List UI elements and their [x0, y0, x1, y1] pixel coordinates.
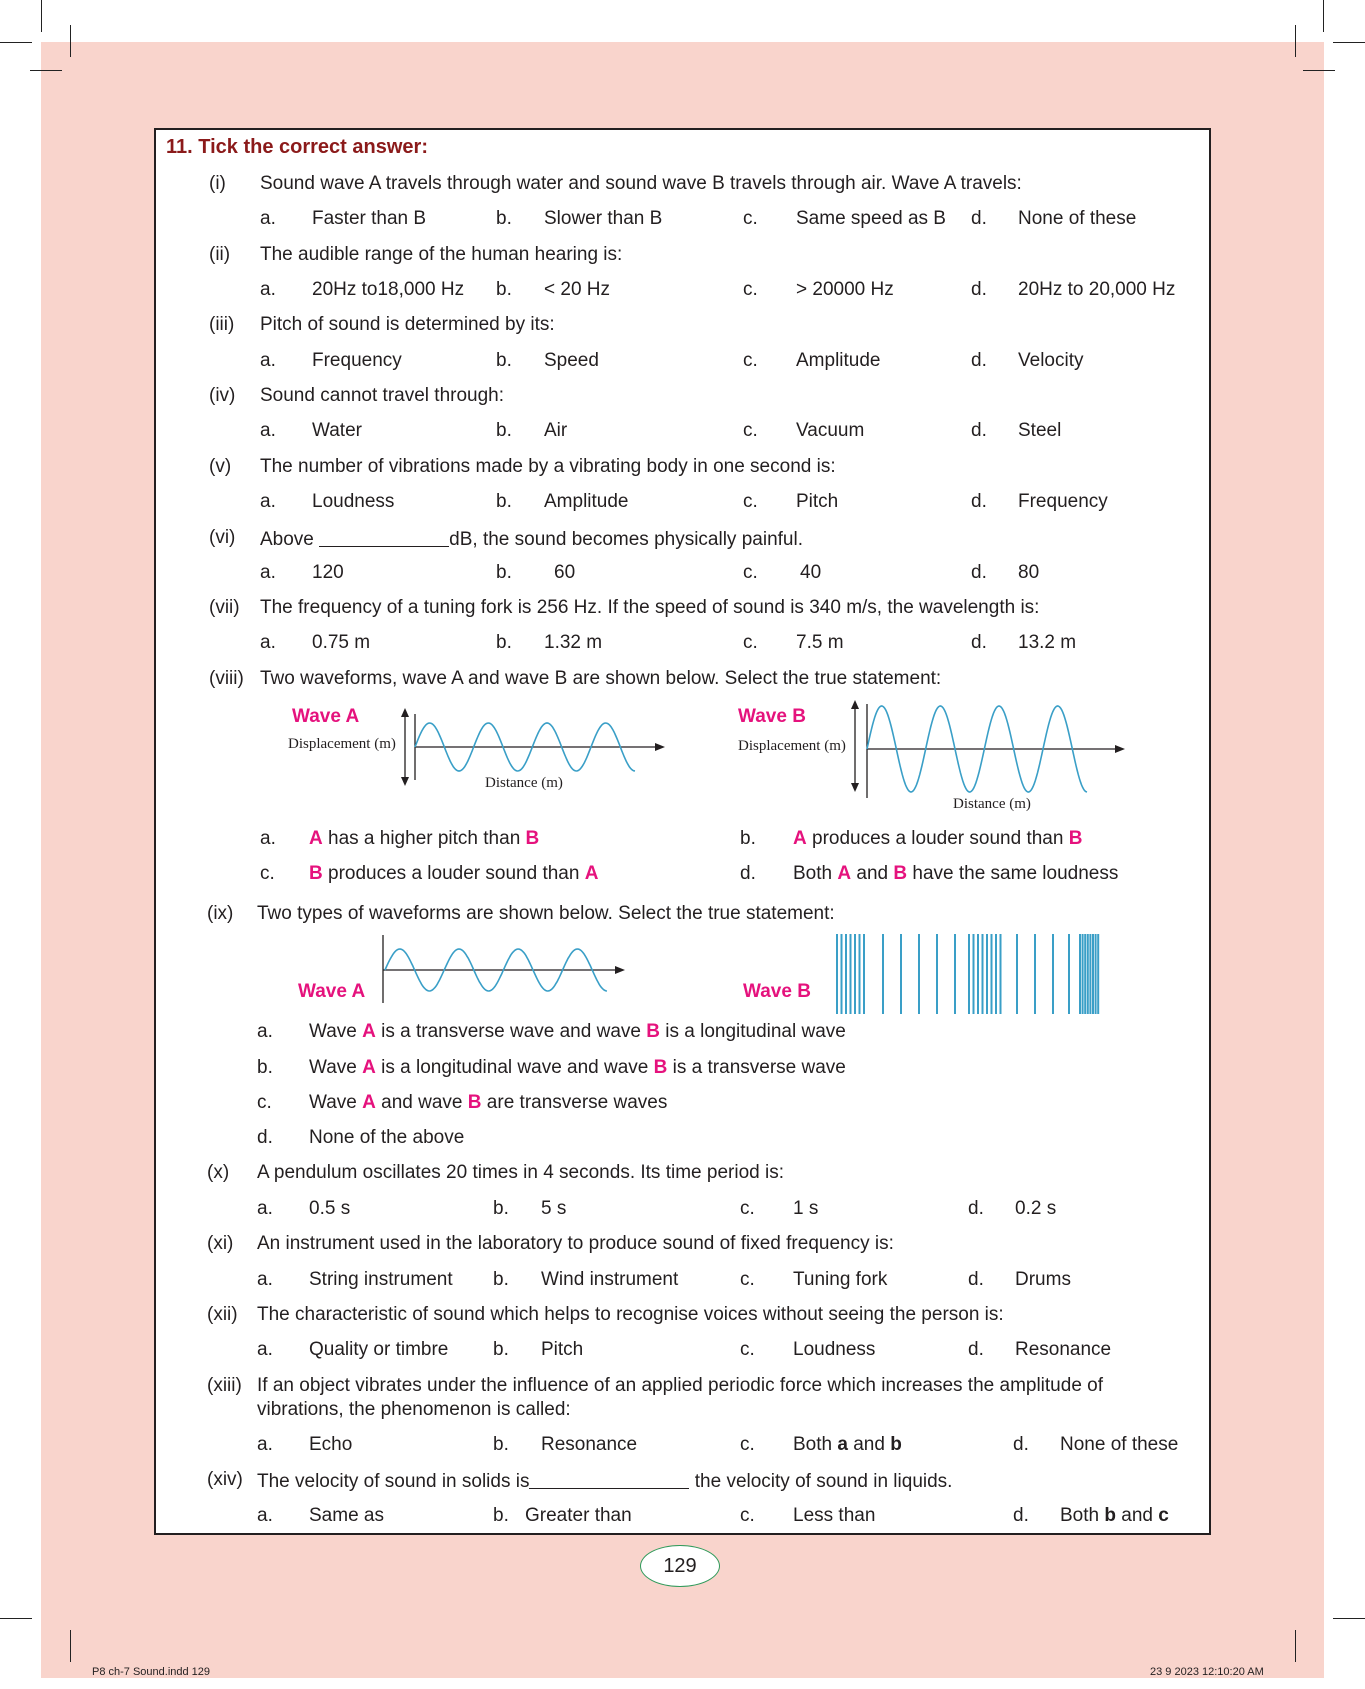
option-text: 20Hz to18,000 Hz — [312, 279, 465, 300]
option-text: 1 s — [793, 1198, 819, 1219]
fill-in-blank[interactable] — [529, 1468, 689, 1489]
option-text: 120 — [312, 562, 344, 583]
question-number: (xi) — [207, 1233, 234, 1254]
question-number: (xiv) — [207, 1469, 243, 1490]
question-number: (x) — [207, 1162, 230, 1183]
wave-b-label: Wave B — [743, 981, 811, 1002]
option-letter: b. — [496, 279, 512, 300]
question-number: (iii) — [209, 314, 235, 335]
option-text: Drums — [1015, 1269, 1071, 1290]
arrowhead — [655, 743, 665, 751]
arrowhead — [851, 700, 859, 709]
question-text-line2: vibrations, the phenomenon is called: — [257, 1399, 571, 1420]
footer-timestamp: 23 9 2023 12:10:20 AM — [1150, 1666, 1264, 1678]
option-text: Both A and B have the same loudness — [793, 863, 1119, 884]
crop-mark — [0, 42, 32, 43]
question-number: (xiii) — [207, 1375, 242, 1396]
question-text-start: The velocity of sound in solids is — [257, 1471, 530, 1492]
question-number: (v) — [209, 456, 232, 477]
option-letter: b. — [496, 420, 512, 441]
question-text: The characteristic of sound which helps to recognise voices without seeing the person is: — [257, 1304, 1004, 1325]
option-text: String instrument — [309, 1269, 453, 1290]
option-text: 1.32 m — [544, 632, 603, 653]
option-letter: d. — [971, 208, 987, 229]
option-letter: c. — [740, 1339, 755, 1360]
option-text: Wave A and wave B are transverse waves — [309, 1092, 668, 1113]
option-letter: b. — [496, 350, 512, 371]
option-text: 40 — [800, 562, 822, 583]
option-letter: c. — [740, 1269, 755, 1290]
option-letter: d. — [257, 1127, 273, 1148]
option-text: Same as — [309, 1505, 384, 1526]
option-letter: d. — [971, 491, 987, 512]
crop-mark — [30, 70, 62, 71]
option-text: Speed — [544, 350, 599, 371]
option-letter: d. — [740, 863, 756, 884]
option-text: Resonance — [1015, 1339, 1112, 1360]
option-letter: d. — [971, 279, 987, 300]
option-text: Vacuum — [796, 420, 865, 441]
arrowhead — [401, 708, 409, 717]
option-letter: b. — [493, 1434, 509, 1455]
option-letter: b. — [257, 1057, 273, 1078]
question-text: The number of vibrations made by a vibrating body in one second is: — [260, 456, 836, 477]
option-text: Wave A is a longitudinal wave and wave B is a transverse wave — [309, 1057, 846, 1078]
option-letter: c. — [743, 562, 758, 583]
option-letter: b. — [496, 208, 512, 229]
option-text: Amplitude — [796, 350, 881, 371]
option-text: A produces a louder sound than B — [793, 828, 1083, 849]
wave-b-label: Wave B — [738, 706, 806, 727]
crop-mark — [0, 1618, 32, 1619]
question-text: If an object vibrates under the influence of an applied periodic force which increases the amplitude of — [257, 1375, 1104, 1396]
question-number: (vii) — [209, 597, 240, 618]
option-text: Greater than — [525, 1505, 632, 1526]
axis-x-label: Distance (m) — [485, 775, 563, 791]
option-text: 20Hz to 20,000 Hz — [1018, 279, 1176, 300]
crop-mark — [1295, 1630, 1296, 1662]
option-text: Both b and c — [1060, 1505, 1169, 1526]
crop-mark — [1323, 0, 1324, 32]
option-text: 7.5 m — [796, 632, 844, 653]
option-letter: a. — [260, 279, 276, 300]
option-text: Frequency — [312, 350, 402, 371]
question-text-start: Above — [260, 529, 314, 550]
option-letter: c. — [257, 1092, 272, 1113]
question-number: (ix) — [207, 903, 234, 924]
option-letter: a. — [260, 208, 276, 229]
option-letter: a. — [257, 1505, 273, 1526]
arrowhead — [1115, 745, 1125, 753]
option-text: 0.75 m — [312, 632, 371, 653]
question-text-end: dB, the sound becomes physically painful. — [449, 529, 803, 550]
question-number: (viii) — [209, 668, 244, 689]
option-letter: a. — [257, 1339, 273, 1360]
page-number: 129 — [640, 1545, 720, 1587]
option-letter: c. — [743, 350, 758, 371]
fill-in-blank[interactable] — [319, 526, 449, 547]
arrowhead — [851, 783, 859, 792]
option-text: A has a higher pitch than B — [309, 828, 540, 849]
option-letter: a. — [260, 562, 276, 583]
option-letter: d. — [968, 1339, 984, 1360]
question-text: Sound wave A travels through water and sound wave B travels through air. Wave A travels: — [260, 173, 1022, 194]
option-letter: c. — [740, 1434, 755, 1455]
option-letter: d. — [971, 420, 987, 441]
option-text: Steel — [1018, 420, 1062, 441]
option-text: None of these — [1060, 1434, 1179, 1455]
option-letter: b. — [740, 828, 756, 849]
option-text: Resonance — [541, 1434, 638, 1455]
option-text: Less than — [793, 1505, 876, 1526]
option-letter: a. — [260, 828, 276, 849]
arrowhead — [615, 966, 625, 974]
question-text: Two waveforms, wave A and wave B are shown below. Select the true statement: — [260, 668, 942, 689]
wave-b-graph — [845, 700, 1130, 800]
option-text: Tuning fork — [793, 1269, 888, 1290]
option-text: 5 s — [541, 1198, 567, 1219]
option-text: None of the above — [309, 1127, 465, 1148]
wave-a-graph — [395, 708, 670, 786]
crop-mark — [41, 0, 42, 32]
option-text: Faster than B — [312, 208, 427, 229]
option-text: 60 — [554, 562, 576, 583]
option-text: Quality or timbre — [309, 1339, 449, 1360]
question-number: (iv) — [209, 385, 236, 406]
axis-y-label: Displacement (m) — [738, 738, 846, 754]
axis-x-label: Distance (m) — [953, 796, 1031, 812]
option-letter: c. — [743, 420, 758, 441]
question-text — [257, 1468, 952, 1494]
option-letter: a. — [257, 1021, 273, 1042]
wave-a-label: Wave A — [298, 981, 366, 1002]
question-number: (vi) — [209, 527, 236, 548]
option-letter: a. — [260, 491, 276, 512]
option-letter: c. — [743, 491, 758, 512]
question-text: The frequency of a tuning fork is 256 Hz. If the speed of sound is 340 m/s, the wavelength is: — [260, 597, 1040, 618]
option-letter: c. — [743, 208, 758, 229]
option-letter: c. — [743, 279, 758, 300]
option-text: Wind instrument — [541, 1269, 679, 1290]
option-text: > 20000 Hz — [796, 279, 894, 300]
option-letter: d. — [971, 562, 987, 583]
option-text: < 20 Hz — [544, 279, 611, 300]
option-letter: a. — [257, 1198, 273, 1219]
option-text: Air — [544, 420, 568, 441]
question-text: An instrument used in the laboratory to produce sound of fixed frequency is: — [257, 1233, 894, 1254]
option-text: Pitch — [796, 491, 839, 512]
option-text: B produces a louder sound than A — [309, 863, 599, 884]
option-text: Slower than B — [544, 208, 663, 229]
option-letter: b. — [496, 562, 512, 583]
option-letter: d. — [971, 350, 987, 371]
option-letter: c. — [743, 632, 758, 653]
option-letter: b. — [493, 1339, 509, 1360]
option-letter: a. — [260, 632, 276, 653]
option-text: Same speed as B — [796, 208, 946, 229]
option-text: Velocity — [1018, 350, 1084, 371]
option-letter: a. — [257, 1434, 273, 1455]
question-number: (xii) — [207, 1304, 238, 1325]
option-text: Both a and b — [793, 1434, 902, 1455]
question-text — [260, 526, 803, 552]
question-number: (ii) — [209, 244, 231, 265]
question-text: Pitch of sound is determined by its: — [260, 314, 555, 335]
crop-mark — [1295, 25, 1296, 57]
option-letter: d. — [968, 1269, 984, 1290]
crop-mark — [70, 25, 71, 57]
footer-file-info: P8 ch-7 Sound.indd 129 — [92, 1666, 211, 1678]
option-letter: c. — [740, 1198, 755, 1219]
question-text: The audible range of the human hearing is: — [260, 244, 623, 265]
option-text: Echo — [309, 1434, 353, 1455]
question-text: A pendulum oscillates 20 times in 4 seconds. Its time period is: — [257, 1162, 784, 1183]
longitudinal-wave-graph — [835, 934, 1100, 1016]
option-text: 0.2 s — [1015, 1198, 1057, 1219]
option-letter: d. — [1013, 1505, 1029, 1526]
crop-mark — [1333, 1618, 1365, 1619]
option-letter: c. — [740, 1505, 755, 1526]
option-text: Loudness — [312, 491, 395, 512]
option-text: 0.5 s — [309, 1198, 351, 1219]
option-text: 80 — [1018, 562, 1040, 583]
option-letter: b. — [493, 1505, 509, 1526]
option-text: Pitch — [541, 1339, 584, 1360]
crop-mark — [1303, 70, 1335, 71]
option-text: Loudness — [793, 1339, 876, 1360]
wave-a-label: Wave A — [292, 706, 360, 727]
option-text: Water — [312, 420, 362, 441]
question-text: Sound cannot travel through: — [260, 385, 505, 406]
option-letter: d. — [971, 632, 987, 653]
option-letter: b. — [496, 491, 512, 512]
transverse-wave-graph — [375, 935, 630, 1005]
arrowhead — [401, 777, 409, 786]
exercise-heading: 11. Tick the correct answer: — [166, 136, 428, 158]
question-number: (i) — [209, 173, 226, 194]
option-letter: b. — [493, 1269, 509, 1290]
option-text: None of these — [1018, 208, 1137, 229]
option-text: 13.2 m — [1018, 632, 1077, 653]
crop-mark — [1333, 42, 1365, 43]
option-letter: d. — [1013, 1434, 1029, 1455]
option-letter: b. — [493, 1198, 509, 1219]
axis-y-label: Displacement (m) — [288, 736, 396, 752]
option-text: Frequency — [1018, 491, 1108, 512]
question-text-end: the velocity of sound in liquids. — [689, 1471, 953, 1492]
option-letter: a. — [257, 1269, 273, 1290]
option-letter: b. — [496, 632, 512, 653]
option-letter: a. — [260, 420, 276, 441]
option-letter: d. — [968, 1198, 984, 1219]
option-text: Amplitude — [544, 491, 629, 512]
crop-mark — [70, 1630, 71, 1662]
question-text: Two types of waveforms are shown below. Select the true statement: — [257, 903, 835, 924]
option-letter: c. — [260, 863, 275, 884]
option-letter: a. — [260, 350, 276, 371]
option-text: Wave A is a transverse wave and wave B is a longitudinal wave — [309, 1021, 846, 1042]
